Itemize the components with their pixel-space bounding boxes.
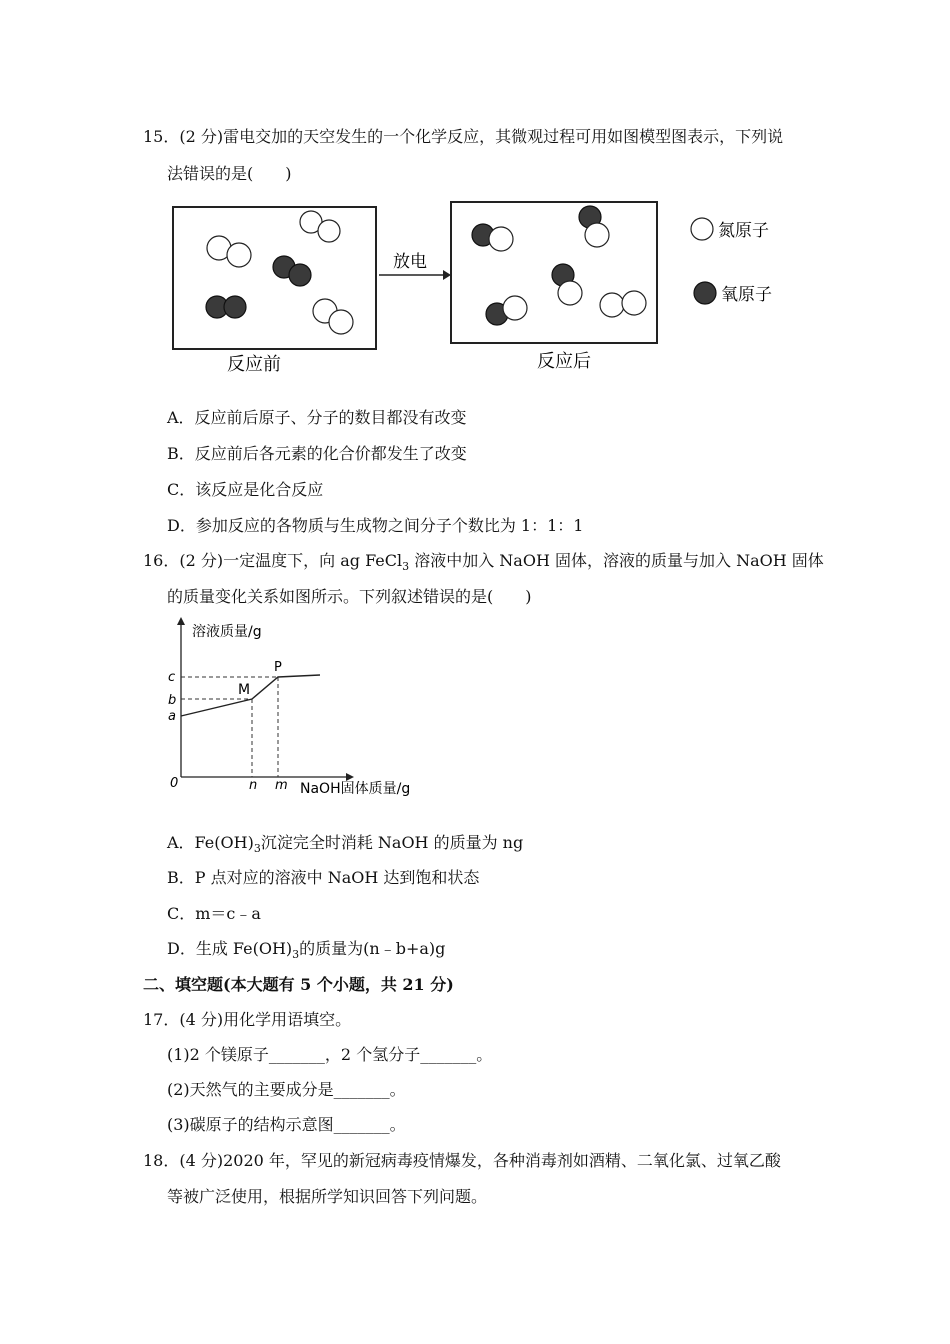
q17-stem: 17．(4 分)用化学用语填空。	[143, 1010, 352, 1029]
molecule-no	[579, 206, 609, 247]
tick-b: b	[168, 693, 177, 708]
q16-stem-sub: 3	[402, 560, 410, 574]
molecule-n2	[207, 236, 251, 267]
x-axis-label: NaOH固体质量/g	[300, 781, 411, 797]
molecule-no	[472, 224, 513, 251]
q16-stem-b: 溶液中加入 NaOH 固体，溶液的质量与加入 NaOH 固体	[409, 551, 824, 570]
q16-option-a-sub: 3	[253, 842, 261, 856]
q16-stem-line2: 的质量变化关系如图所示。下列叙述错误的是( )	[167, 587, 532, 606]
tick-c: c	[168, 670, 176, 685]
molecule-no	[552, 264, 582, 305]
tick-m: m	[275, 778, 288, 793]
y-axis-label: 溶液质量/g	[192, 624, 262, 640]
q16-option-b: B．P 点对应的溶液中 NaOH 达到饱和状态	[167, 868, 480, 887]
q15-option-d: D．参加反应的各物质与生成物之间分子个数比为 1：1：1	[167, 516, 584, 535]
point-p-label: P	[274, 660, 282, 675]
q15-option-b: B．反应前后各元素的化合价都发生了改变	[167, 444, 467, 463]
arrow-label: 放电	[393, 252, 427, 272]
molecule-o2	[273, 256, 311, 286]
q15-option-c: C．该反应是化合反应	[167, 480, 324, 499]
section-heading: 二、填空题(本大题有 5 个小题，共 21 分)	[143, 975, 454, 994]
before-label: 反应前	[227, 354, 281, 375]
molecule-no	[486, 296, 527, 325]
molecule-o2	[206, 296, 246, 318]
molecule-n2	[313, 299, 353, 334]
q15-reaction-figure	[165, 195, 795, 385]
after-label: 反应后	[537, 351, 591, 372]
q17-item-2: (2)天然气的主要成分是_______。	[167, 1080, 406, 1099]
origin-label: 0	[170, 776, 179, 791]
q16-option-c: C．m＝c﹣a	[167, 904, 261, 923]
arrow-head-icon	[443, 270, 451, 280]
y-axis-arrow-icon	[177, 617, 185, 625]
q16-option-a-part1: A．Fe(OH)	[167, 833, 254, 852]
q16-option-d	[167, 939, 446, 962]
q16-option-d-part1: D．生成 Fe(OH)	[167, 939, 293, 958]
q17-item-1: (1)2 个镁原子_______，2 个氢分子_______。	[167, 1045, 493, 1064]
molecule-n2	[600, 291, 646, 317]
oxygen-atom-icon	[694, 282, 716, 304]
q16-option-d-part2: 的质量为(n﹣b+a)g	[299, 939, 446, 958]
q16-option-a	[167, 833, 524, 856]
q16-stem-a: 16．(2 分)一定温度下，向 ag FeCl	[143, 551, 403, 570]
q15-option-a: A．反应前后原子、分子的数目都没有改变	[167, 408, 467, 427]
point-m-label: M	[238, 682, 251, 698]
tick-n: n	[249, 778, 258, 793]
q16-mass-chart	[160, 615, 440, 805]
q15-stem-line2: 法错误的是( )	[167, 164, 292, 183]
q16-option-a-part2: 沉淀完全时消耗 NaOH 的质量为 ng	[260, 833, 524, 852]
tick-a: a	[168, 709, 176, 724]
q16-stem-line1	[143, 551, 824, 574]
q17-item-3: (3)碳原子的结构示意图_______。	[167, 1115, 406, 1134]
q15-stem-line1: 15．(2 分)雷电交加的天空发生的一个化学反应，其微观过程可用如图模型图表示，下列说	[143, 127, 784, 146]
q16-option-d-sub: 3	[292, 948, 300, 962]
legend-nitrogen: 氮原子	[718, 221, 769, 241]
q18-stem-line2: 等被广泛使用，根据所学知识回答下列问题。	[167, 1187, 488, 1206]
x-axis-arrow-icon	[346, 773, 354, 781]
q18-stem-line1: 18．(4 分)2020 年，罕见的新冠病毒疫情爆发，各种消毒剂如酒精、二氧化氯、过氧乙酸	[143, 1151, 781, 1170]
mass-curve	[181, 675, 320, 716]
molecule-n2	[300, 211, 340, 242]
legend-oxygen: 氧原子	[721, 285, 772, 305]
nitrogen-atom-icon	[691, 218, 713, 240]
